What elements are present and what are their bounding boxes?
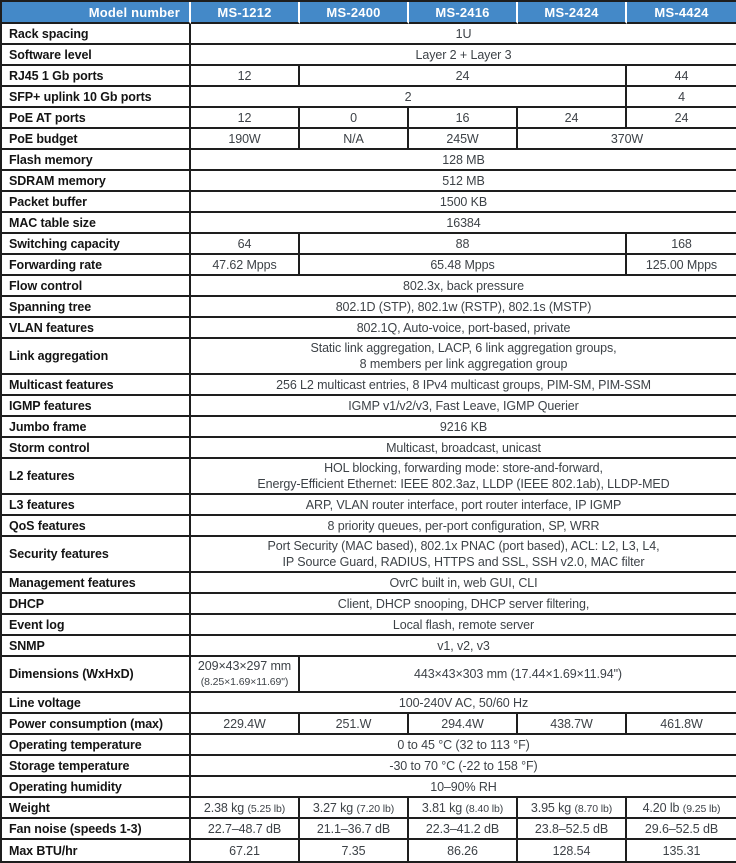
row-label: Storage temperature — [2, 756, 191, 777]
spec-cell: 16 — [409, 108, 518, 129]
spec-cell: 47.62 Mpps — [191, 255, 300, 276]
spec-cell-paren: (9.25 lb) — [682, 802, 721, 815]
spec-cell: 128 MB — [191, 150, 736, 171]
column-header-ms-2424: MS-2424 — [518, 2, 627, 24]
row-storage-temperature — [2, 756, 736, 777]
row-multicast-features — [2, 375, 736, 396]
row-label: DHCP — [2, 594, 191, 615]
row-label: Jumbo frame — [2, 417, 191, 438]
row-label: Packet buffer — [2, 192, 191, 213]
spec-cell: 438.7W — [518, 714, 627, 735]
row-rj45-1-gb-ports — [2, 66, 736, 87]
spec-cell: 1500 KB — [191, 192, 736, 213]
spec-cell-main: 3.81 kg — [421, 800, 463, 815]
spec-cell: 256 L2 multicast entries, 8 IPv4 multicast groups, PIM-SM, PIM-SSM — [191, 375, 736, 396]
spec-cell-main: 4.20 lb — [642, 800, 680, 815]
row-l3-features — [2, 495, 736, 516]
spec-cell: Local flash, remote server — [191, 615, 736, 636]
row-storm-control — [2, 438, 736, 459]
row-label: Flow control — [2, 276, 191, 297]
spec-cell: 802.1Q, Auto-voice, port-based, private — [191, 318, 736, 339]
row-label: Weight — [2, 798, 191, 819]
row-label: PoE AT ports — [2, 108, 191, 129]
row-spanning-tree — [2, 297, 736, 318]
row-label: Event log — [2, 615, 191, 636]
spec-cell-line: (8.25×1.69×11.69") — [200, 676, 289, 688]
spec-cell-line: Energy-Efficient Ethernet: IEEE 802.3az, LLDP (IEEE 802.1ab), LLDP-MED — [257, 477, 670, 491]
row-security-features — [2, 537, 736, 573]
row-qos-features — [2, 516, 736, 537]
row-label: Flash memory — [2, 150, 191, 171]
row-label: IGMP features — [2, 396, 191, 417]
spec-cell: 100-240V AC, 50/60 Hz — [191, 693, 736, 714]
row-jumbo-frame — [2, 417, 736, 438]
spec-cell: 24 — [518, 108, 627, 129]
row-label: Storm control — [2, 438, 191, 459]
row-label: MAC table size — [2, 213, 191, 234]
row-label: Operating temperature — [2, 735, 191, 756]
spec-cell: IGMP v1/v2/v3, Fast Leave, IGMP Querier — [191, 396, 736, 417]
row-label: SFP+ uplink 10 Gb ports — [2, 87, 191, 108]
row-label: Software level — [2, 45, 191, 66]
row-label: Switching capacity — [2, 234, 191, 255]
row-poe-at-ports — [2, 108, 736, 129]
row-power-consumption-max — [2, 714, 736, 735]
row-label: Fan noise (speeds 1-3) — [2, 819, 191, 840]
spec-cell: 12 — [191, 108, 300, 129]
row-label: RJ45 1 Gb ports — [2, 66, 191, 87]
spec-cell: 294.4W — [409, 714, 518, 735]
row-software-level — [2, 45, 736, 66]
row-rack-spacing — [2, 24, 736, 45]
spec-cell: 29.6–52.5 dB — [627, 819, 736, 840]
row-label: L3 features — [2, 495, 191, 516]
spec-cell — [627, 798, 736, 819]
row-poe-budget — [2, 129, 736, 150]
spec-cell: 190W — [191, 129, 300, 150]
row-label: VLAN features — [2, 318, 191, 339]
spec-cell: 67.21 — [191, 840, 300, 861]
spec-cell: 21.1–36.7 dB — [300, 819, 409, 840]
spec-cell: ARP, VLAN router interface, port router interface, IP IGMP — [191, 495, 736, 516]
row-l2-features — [2, 459, 736, 495]
row-fan-noise-speeds-1-3 — [2, 819, 736, 840]
row-label: Rack spacing — [2, 24, 191, 45]
row-flash-memory — [2, 150, 736, 171]
spec-cell-main: 3.27 kg — [312, 800, 354, 815]
row-label: PoE budget — [2, 129, 191, 150]
spec-cell: 9216 KB — [191, 417, 736, 438]
row-label: Operating humidity — [2, 777, 191, 798]
row-sfp-uplink-10-gb-ports — [2, 87, 736, 108]
spec-cell — [191, 459, 736, 495]
spec-cell: 245W — [409, 129, 518, 150]
row-label: Forwarding rate — [2, 255, 191, 276]
row-snmp — [2, 636, 736, 657]
row-flow-control — [2, 276, 736, 297]
spec-cell-line: IP Source Guard, RADIUS, HTTPS and SSL, SSH v2.0, MAC filter — [282, 555, 645, 569]
spec-cell-line: 209×43×297 mm — [197, 659, 292, 673]
row-label: Dimensions (WxHxD) — [2, 657, 191, 693]
spec-cell: Client, DHCP snooping, DHCP server filtering, — [191, 594, 736, 615]
row-packet-buffer — [2, 192, 736, 213]
spec-cell: 44 — [627, 66, 736, 87]
spec-cell: 251.W — [300, 714, 409, 735]
spec-cell-paren: (5.25 lb) — [247, 802, 286, 815]
spec-cell: 461.8W — [627, 714, 736, 735]
row-mac-table-size — [2, 213, 736, 234]
row-dimensions-wxhxd — [2, 657, 736, 693]
row-switching-capacity — [2, 234, 736, 255]
spec-cell: 86.26 — [409, 840, 518, 861]
spec-rows — [2, 24, 736, 861]
spec-cell-line: 8 members per link aggregation group — [359, 357, 568, 371]
spec-cell: 22.7–48.7 dB — [191, 819, 300, 840]
row-sdram-memory — [2, 171, 736, 192]
spec-cell-paren: (7.20 lb) — [356, 802, 395, 815]
spec-cell: -30 to 70 °C (-22 to 158 °F) — [191, 756, 736, 777]
header-model-number-label: Model number — [2, 2, 191, 24]
spec-cell: 16384 — [191, 213, 736, 234]
spec-cell-paren: (8.70 lb) — [574, 802, 613, 815]
row-label: Max BTU/hr — [2, 840, 191, 861]
spec-cell: 802.3x, back pressure — [191, 276, 736, 297]
row-dhcp — [2, 594, 736, 615]
spec-cell-line: HOL blocking, forwarding mode: store-and-forward, — [324, 461, 603, 475]
spec-cell: 229.4W — [191, 714, 300, 735]
row-label: Power consumption (max) — [2, 714, 191, 735]
spec-cell — [518, 798, 627, 819]
row-operating-temperature — [2, 735, 736, 756]
spec-cell: 370W — [518, 129, 736, 150]
spec-cell: 125.00 Mpps — [627, 255, 736, 276]
spec-cell-paren: (8.40 lb) — [465, 802, 504, 815]
spec-cell: 4 — [627, 87, 736, 108]
row-label: Spanning tree — [2, 297, 191, 318]
row-line-voltage — [2, 693, 736, 714]
spec-cell: N/A — [300, 129, 409, 150]
spec-cell: 12 — [191, 66, 300, 87]
spec-cell: 512 MB — [191, 171, 736, 192]
spec-cell — [191, 537, 736, 573]
row-label: Multicast features — [2, 375, 191, 396]
spec-cell — [300, 798, 409, 819]
spec-cell: Multicast, broadcast, unicast — [191, 438, 736, 459]
spec-cell: v1, v2, v3 — [191, 636, 736, 657]
column-header-ms-2400: MS-2400 — [300, 2, 409, 24]
spec-cell: OvrC built in, web GUI, CLI — [191, 573, 736, 594]
column-header-ms-4424: MS-4424 — [627, 2, 736, 24]
spec-cell: 64 — [191, 234, 300, 255]
spec-cell: 0 to 45 °C (32 to 113 °F) — [191, 735, 736, 756]
header-row — [2, 2, 736, 24]
spec-cell-line: Static link aggregation, LACP, 6 link aggregation groups, — [310, 341, 617, 355]
column-header-ms-1212: MS-1212 — [191, 2, 300, 24]
spec-cell: 22.3–41.2 dB — [409, 819, 518, 840]
row-link-aggregation — [2, 339, 736, 375]
spec-cell: 2 — [191, 87, 627, 108]
row-management-features — [2, 573, 736, 594]
spec-cell: 65.48 Mpps — [300, 255, 627, 276]
spec-cell: 10–90% RH — [191, 777, 736, 798]
spec-cell: 1U — [191, 24, 736, 45]
spec-cell-main: 2.38 kg — [203, 800, 245, 815]
row-label: Security features — [2, 537, 191, 573]
spec-cell — [191, 798, 300, 819]
row-label: Line voltage — [2, 693, 191, 714]
row-label: QoS features — [2, 516, 191, 537]
spec-cell: 168 — [627, 234, 736, 255]
spec-cell: 0 — [300, 108, 409, 129]
row-max-btu-hr — [2, 840, 736, 861]
row-forwarding-rate — [2, 255, 736, 276]
spec-cell: 443×43×303 mm (17.44×1.69×11.94") — [300, 657, 736, 693]
row-operating-humidity — [2, 777, 736, 798]
spec-cell: 24 — [300, 66, 627, 87]
row-label: SNMP — [2, 636, 191, 657]
spec-cell — [191, 657, 300, 693]
spec-cell: Layer 2 + Layer 3 — [191, 45, 736, 66]
spec-cell: 24 — [627, 108, 736, 129]
row-igmp-features — [2, 396, 736, 417]
spec-cell: 8 priority queues, per-port configuration, SP, WRR — [191, 516, 736, 537]
spec-cell: 88 — [300, 234, 627, 255]
row-label: L2 features — [2, 459, 191, 495]
row-vlan-features — [2, 318, 736, 339]
spec-cell — [409, 798, 518, 819]
row-weight — [2, 798, 736, 819]
row-label: SDRAM memory — [2, 171, 191, 192]
spec-cell-main: 3.95 kg — [530, 800, 572, 815]
spec-cell: 802.1D (STP), 802.1w (RSTP), 802.1s (MSTP) — [191, 297, 736, 318]
row-label: Link aggregation — [2, 339, 191, 375]
spec-cell: 128.54 — [518, 840, 627, 861]
spec-cell-line: Port Security (MAC based), 802.1x PNAC (port based), ACL: L2, L3, L4, — [267, 539, 660, 553]
spec-cell: 135.31 — [662, 843, 701, 858]
row-label: Management features — [2, 573, 191, 594]
spec-cell — [191, 339, 736, 375]
spec-cell: 23.8–52.5 dB — [518, 819, 627, 840]
spec-cell: 7.35 — [300, 840, 409, 861]
column-header-ms-2416: MS-2416 — [409, 2, 518, 24]
row-event-log — [2, 615, 736, 636]
